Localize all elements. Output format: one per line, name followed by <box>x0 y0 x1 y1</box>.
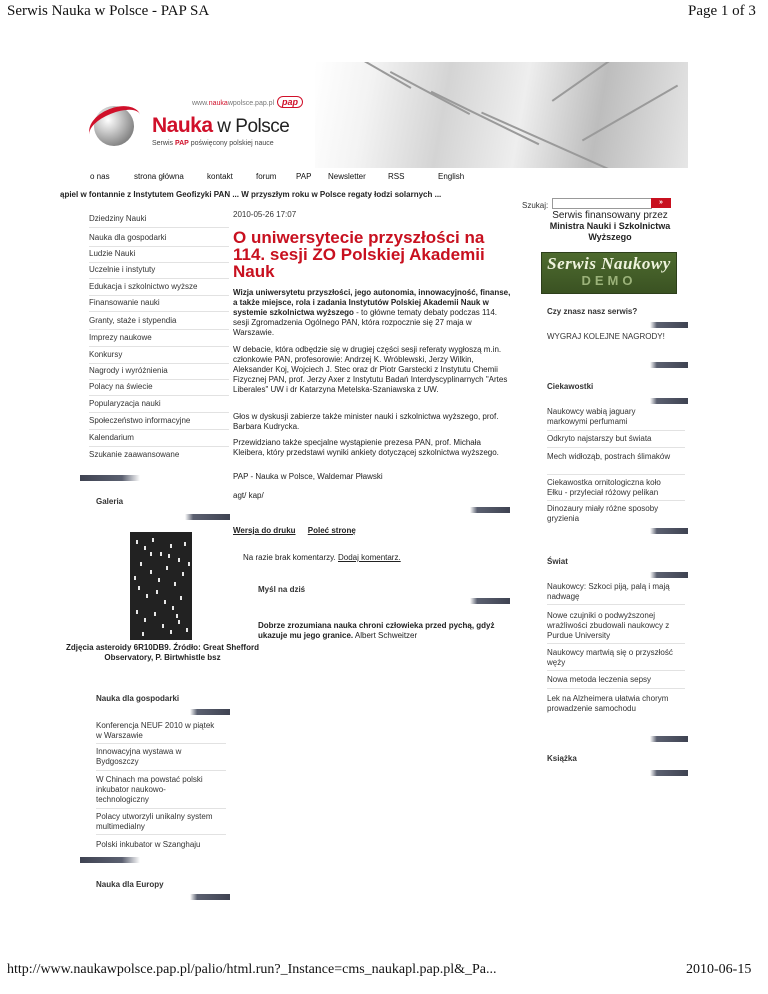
print-page-number: Page 1 of 3 <box>688 3 756 19</box>
logo-url: www.naukawpolsce.pap.pl <box>192 100 275 107</box>
section-bar <box>470 598 510 604</box>
menu-popularyzacja-nauki[interactable]: Popularyzacja nauki <box>89 399 161 408</box>
list-item[interactable]: Mech widłoząb, postrach ślimaków <box>547 452 671 461</box>
comments-info: Na razie brak komentarzy. Dodaj komentarz. <box>243 553 401 562</box>
list-item[interactable]: Nowa metoda leczenia sepsy <box>547 675 652 684</box>
menu-uczelnie-i-instytuty[interactable]: Uczelnie i instytuty <box>89 265 156 274</box>
swiat-heading: Świat <box>547 557 568 566</box>
article-date: 2010-05-26 17:07 <box>233 210 297 219</box>
list-item[interactable]: Naukowcy martwią się o przyszłość węży <box>547 648 673 667</box>
list-item[interactable]: Polski inkubator w Szanghaju <box>96 840 201 849</box>
site-logo[interactable]: Nauka w Polsce <box>152 114 290 137</box>
section-bar <box>650 362 688 368</box>
menu-imprezy-naukowe[interactable]: Imprezy naukowe <box>89 333 152 342</box>
pap-logo: pap <box>277 96 303 108</box>
article-paragraph: Przewidziano także specjalne wystąpienie prezesa PAN, prof. Michała Kleibera, który przedstawi wyniki ankiety dotyczącej szkolnictwa wyższego. <box>233 438 499 457</box>
nav-newsletter[interactable]: Newsletter <box>328 172 366 181</box>
nav-english[interactable]: English <box>438 172 465 181</box>
nav-rss[interactable]: RSS <box>388 172 405 181</box>
menu-szukanie-zaawansowane[interactable]: Szukanie zaawansowane <box>89 450 180 459</box>
menu-nauka-dla-gospodarki[interactable]: Nauka dla gospodarki <box>89 233 167 242</box>
section-bar <box>650 736 688 742</box>
add-comment-link[interactable]: Dodaj komentarz. <box>338 553 401 562</box>
search-input[interactable] <box>552 198 652 209</box>
print-page-title: Serwis Nauka w Polsce - PAP SA <box>7 3 210 19</box>
list-item[interactable]: Lek na Alzheimera ułatwia chorym prowadzenie samochodu <box>547 694 669 713</box>
menu-granty[interactable]: Granty, staże i stypendia <box>89 316 177 325</box>
list-item[interactable]: Dinozaury miały różne sposoby gryzienia <box>547 504 659 523</box>
nav-o-nas[interactable]: o nas <box>90 172 110 181</box>
section-bar <box>80 475 140 481</box>
ciekawostki-heading: Ciekawostki <box>547 382 594 391</box>
list-item[interactable]: Naukowcy: Szkoci piją, palą i mają nadwagę <box>547 582 670 601</box>
banner-staircase-image <box>315 62 688 168</box>
nav-forum[interactable]: forum <box>256 172 277 181</box>
quote-text: Dobrze zrozumiana nauka chroni człowieka przed pychą, gdyż ukazuje mu jego granice. Albert Schweitzer <box>258 621 495 640</box>
gallery-heading: Galeria <box>96 497 124 506</box>
search-label: Szukaj: <box>522 201 549 210</box>
section-bar <box>650 398 688 404</box>
czy-znasz-heading: Czy znasz nasz serwis? <box>547 307 638 316</box>
article-paragraph: W debacie, która odbędzie się w drugiej części sesji referaty wygłoszą m.in. członkowie PAN, profesorowie: Andrzej K. Wróblewski, Jerzy Wilkin, Aleksander Koj, Wojciech J. Stec oraz dr Piotr Garstecki z Instytutu Chemii Fizycznej PAN, prof. Jerzy Axer z Instytutu Badań Interdyscyplinarnych "Artes Liberales" UW i dr Katarzyna Metelska-Szaniawska z UW. <box>233 345 508 394</box>
list-item[interactable]: W Chinach ma powstać polski inkubator naukowo-technologiczny <box>96 775 203 804</box>
promo-item[interactable]: WYGRAJ KOLEJNE NAGRODY! <box>547 332 665 341</box>
nauka-europy-heading: Nauka dla Europy <box>96 880 164 889</box>
section-bar <box>190 709 230 715</box>
site-banner <box>80 62 688 168</box>
section-bar <box>650 770 688 776</box>
nav-pap[interactable]: PAP <box>296 172 312 181</box>
print-date: 2010-06-15 <box>686 962 752 977</box>
serwis-naukowy-demo-logo[interactable]: Serwis Naukowy DEMO <box>541 252 677 294</box>
section-bar <box>80 857 140 863</box>
news-ticker[interactable]: ąpiel w fontannie z Instytutem Geofizyki PAN ... W przyszłym roku w Polsce regaty łodzi solarnych ... <box>60 190 442 199</box>
section-bar <box>650 528 688 534</box>
article-author: PAP - Nauka w Polsce, Waldemar Pławski <box>233 472 383 481</box>
menu-polacy-na-swiecie[interactable]: Polacy na świecie <box>89 382 153 391</box>
list-item[interactable]: Innowacyjna wystawa w Bydgoszczy <box>96 747 182 766</box>
list-item[interactable]: Odkryto najstarszy but świata <box>547 434 652 443</box>
gallery-caption: Zdjęcia asteroidy 6R10DB9. Źródło: Great Shefford Observatory, P. Birtwhistle bsz <box>66 643 259 662</box>
article-paragraph: Głos w dyskusji zabierze także minister nauki i szkolnictwa wyższego, prof. Barbara Kudrycka. <box>233 412 499 431</box>
list-item[interactable]: Ciekawostka ornitologiczna koło Ełku - przyleciał różowy pelikan <box>547 478 661 497</box>
menu-konkursy[interactable]: Konkursy <box>89 350 123 359</box>
list-item[interactable]: Polacy utworzyli unikalny system multimedialny <box>96 812 213 831</box>
article-title: O uniwersytecie przyszłości na 114. sesji ZO Polskiej Akademii Nauk <box>233 228 485 281</box>
menu-spoleczenstwo-informacyjne[interactable]: Społeczeństwo informacyjne <box>89 416 191 425</box>
section-bar <box>190 894 230 900</box>
quote-heading: Myśl na dziś <box>258 585 306 594</box>
nauka-gospodarki-heading: Nauka dla gospodarki <box>96 694 180 703</box>
top-nav <box>80 168 688 186</box>
section-bar <box>185 514 230 520</box>
menu-edukacja[interactable]: Edukacja i szkolnictwo wyższe <box>89 282 198 291</box>
ksiazka-heading: Książka <box>547 754 577 763</box>
section-bar <box>650 322 688 328</box>
menu-nagrody[interactable]: Nagrody i wyróżnienia <box>89 366 168 375</box>
menu-ludzie-nauki[interactable]: Ludzie Nauki <box>89 249 136 258</box>
print-url: http://www.naukawpolsce.pap.pl/palio/html.run?_Instance=cms_naukapl.pap.pl&_Pa... <box>7 962 497 977</box>
funding-note: Serwis finansowany przez Ministra Nauki i Szkolnictwa Wyższego <box>549 210 671 242</box>
print-version-link[interactable]: Wersja do druku <box>233 526 296 535</box>
nav-kontakt[interactable]: kontakt <box>207 172 233 181</box>
section-bar <box>470 507 510 513</box>
list-item[interactable]: Konferencja NEUF 2010 w piątek w Warszawie <box>96 721 215 740</box>
search-button[interactable]: » <box>651 198 671 208</box>
asteroid-photo[interactable] <box>130 532 192 640</box>
section-bar <box>650 572 688 578</box>
list-item[interactable]: Nowe czujniki o podwyższonej wrażliwości zbudowali naukowcy z Purdue University <box>547 611 670 640</box>
article-links <box>233 526 366 535</box>
recommend-link[interactable]: Poleć stronę <box>307 526 356 535</box>
nav-strona-glowna[interactable]: strona główna <box>134 172 184 181</box>
list-item[interactable]: Naukowcy wabią jaguary markowymi perfumami <box>547 407 636 426</box>
menu-dziedziny-nauki[interactable]: Dziedziny Nauki <box>89 214 147 223</box>
article-signature: agt/ kap/ <box>233 491 264 500</box>
menu-finansowanie-nauki[interactable]: Finansowanie nauki <box>89 298 160 307</box>
site-tagline: Serwis PAP poświęcony polskiej nauce <box>152 140 274 147</box>
article-lead: Wizja uniwersytetu przyszłości, jego autonomia, innowacyjność, finanse, a także miejsce, rola i zadania Instytutów Polskiej Akademii Nauk w systemie szkolnictwa wyższego - to główne tematy debaty podczas 114. sesji Zgromadzenia Ogólnego PAN, która rozpocznie się 27 maja w Warszawie. <box>233 288 511 337</box>
menu-kalendarium[interactable]: Kalendarium <box>89 433 134 442</box>
